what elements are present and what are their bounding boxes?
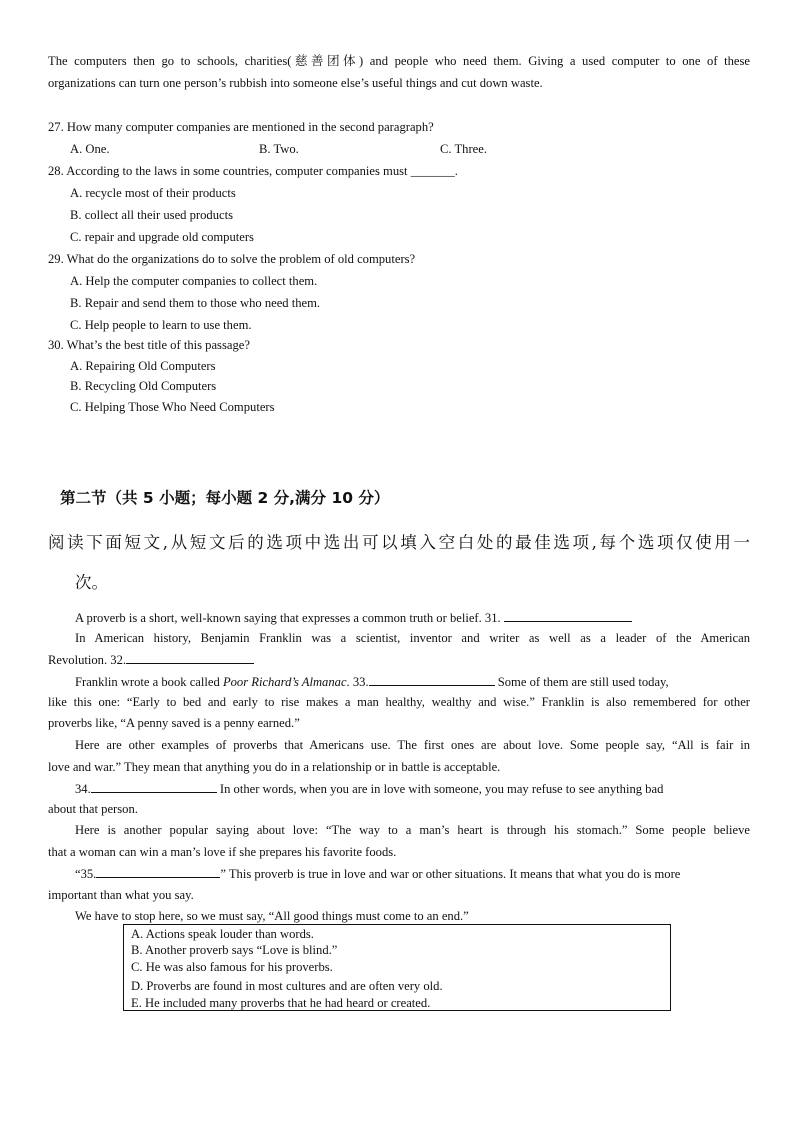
cloze-paragraph	[75, 865, 680, 882]
option-b: B. collect all their used products	[70, 208, 233, 222]
cloze-text: important than what you say.	[48, 888, 194, 902]
cloze-text: . 33.	[346, 675, 369, 689]
cloze-text: ” This proverb is true in love and war or other situations. It means that what you do is more	[220, 867, 681, 881]
answer-blank-34[interactable]	[91, 780, 217, 793]
cloze-text: Here is another popular saying about love: “The way to a man’s heart is through his stomach.” Some people believe	[75, 823, 750, 837]
cloze-text: that a woman can win a man’s love if she prepares his favorite foods.	[48, 845, 397, 859]
option-b: B. Recycling Old Computers	[70, 379, 217, 393]
question-30-stem: 30. What’s the best title of this passage?	[48, 338, 250, 352]
option-a: A. Help the computer companies to collect them.	[70, 274, 318, 288]
cloze-text: 34.	[75, 782, 91, 796]
cloze-text: about that person.	[48, 802, 138, 816]
cloze-text: proverbs like, “A penny saved is a penny earned.”	[48, 716, 300, 730]
choice-a: A. Actions speak louder than words.	[131, 927, 314, 941]
answer-blank-32[interactable]	[126, 651, 254, 664]
cloze-paragraph	[48, 651, 254, 668]
section-heading: 第二节（共 5 小题；每小题 2 分,满分 10 分）	[60, 489, 390, 507]
question-27-options	[70, 141, 530, 157]
cloze-text: In other words, when you are in love with someone, you may refuse to see anything bad	[216, 782, 664, 796]
cloze-paragraph	[75, 673, 750, 690]
cloze-text: love and war.” They mean that anything you do in a relationship or in battle is acceptable.	[48, 760, 501, 774]
answer-blank-33[interactable]	[369, 673, 495, 686]
cloze-text: Some of them are still used today,	[494, 675, 669, 689]
option-a: A. Repairing Old Computers	[70, 359, 216, 373]
answer-blank-31[interactable]	[504, 609, 632, 622]
question-28-stem: 28. According to the laws in some countries, computer companies must _______.	[48, 164, 458, 178]
option-b: B. Two.	[259, 142, 299, 156]
question-29-stem: 29. What do the organizations do to solve the problem of old computers?	[48, 252, 416, 266]
section-instruction: 阅读下面短文,从短文后的选项中选出可以填入空白处的最佳选项,每个选项仅使用一	[48, 533, 750, 552]
choice-c: C. He was also famous for his proverbs.	[131, 960, 333, 974]
choices-box	[123, 924, 671, 1011]
cloze-paragraph	[75, 780, 663, 797]
option-c: C. Three.	[440, 142, 487, 156]
option-a: A. One.	[70, 142, 110, 156]
option-a: A. recycle most of their products	[70, 186, 236, 200]
choice-b: B. Another proverb says “Love is blind.”	[131, 943, 338, 957]
passage-line: organizations can turn one person’s rubbish into someone else’s useful things and cut down waste.	[48, 76, 543, 90]
passage-line: The computers then go to schools, charities(慈善团体) and people who need them. Giving a used computer to one of these	[48, 54, 750, 68]
cloze-text: Revolution. 32.	[48, 653, 127, 667]
choice-e: E. He included many proverbs that he had heard or created.	[131, 996, 431, 1010]
cloze-text: In American history, Benjamin Franklin was a scientist, inventor and writer as well as a leader of the American	[75, 631, 750, 645]
option-c: C. Helping Those Who Need Computers	[70, 400, 275, 414]
choice-d: D. Proverbs are found in most cultures and are often very old.	[131, 979, 443, 993]
cloze-text: Franklin wrote a book called	[75, 675, 223, 689]
option-c: C. Help people to learn to use them.	[70, 318, 252, 332]
book-title: Poor Richard’s Almanac	[222, 675, 347, 689]
cloze-text: A proverb is a short, well-known saying that expresses a common truth or belief. 31.	[75, 611, 504, 625]
section-instruction-cont: 次。	[75, 573, 108, 592]
cloze-text: We have to stop here, so we must say, “All good things must come to an end.”	[75, 909, 469, 923]
answer-blank-35[interactable]	[96, 865, 220, 878]
option-b: B. Repair and send them to those who need them.	[70, 296, 321, 310]
option-c: C. repair and upgrade old computers	[70, 230, 254, 244]
cloze-text: “35.	[75, 867, 97, 881]
cloze-text: Here are other examples of proverbs that Americans use. The first ones are about love. Some people say, “All is fair in	[75, 738, 750, 752]
cloze-paragraph	[75, 609, 632, 626]
question-27-stem: 27. How many computer companies are mentioned in the second paragraph?	[48, 120, 434, 134]
cloze-text: like this one: “Early to bed and early to rise makes a man healthy, wealthy and wise.” Franklin is also remembered for other	[48, 695, 750, 709]
